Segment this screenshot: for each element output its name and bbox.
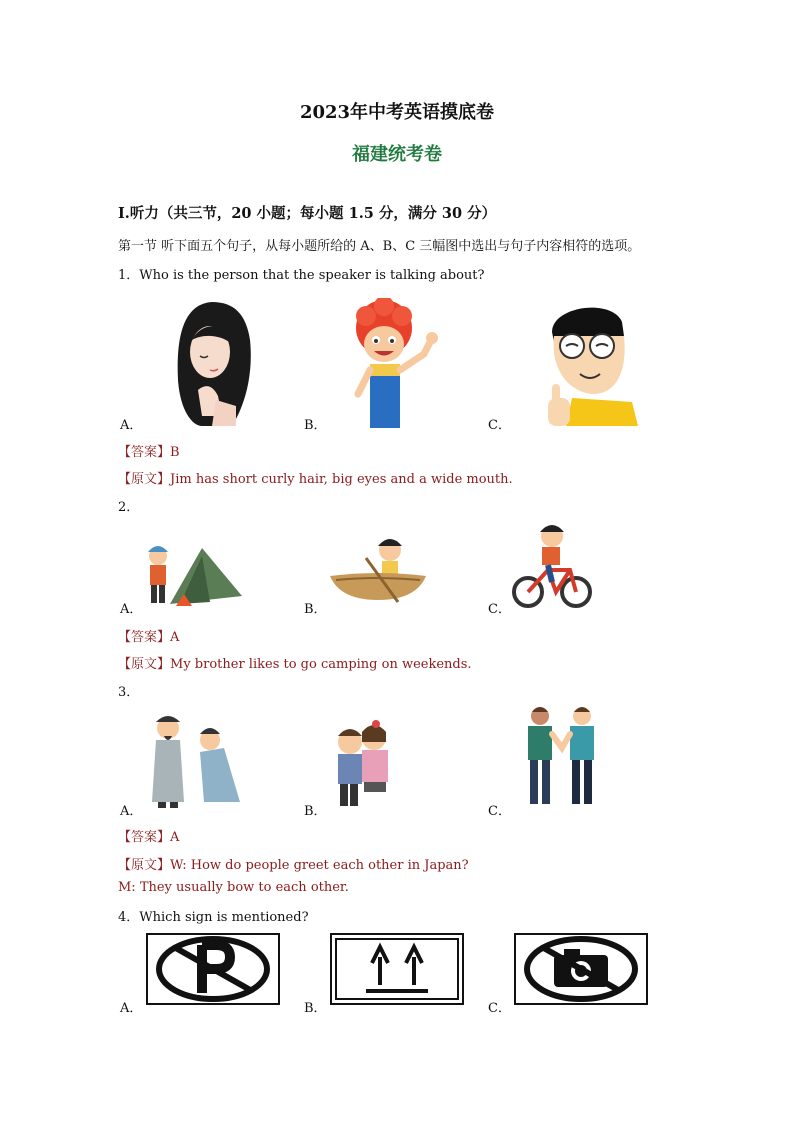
option-b-label: B． bbox=[304, 1001, 327, 1016]
answer-label: 【答案】 bbox=[118, 830, 171, 845]
script-label: 【原文】 bbox=[118, 858, 171, 873]
script-label: 【原文】 bbox=[118, 472, 171, 487]
question-4 bbox=[118, 906, 309, 925]
question-text: Who is the person that the speaker is talking about? bbox=[139, 268, 485, 283]
option-a-label: A． bbox=[120, 804, 143, 819]
answer-label: 【答案】 bbox=[118, 445, 171, 460]
boy-curly-hair-image bbox=[344, 298, 444, 428]
script-text: My brother likes to go camping on weekends. bbox=[170, 657, 472, 672]
camping-tent-image bbox=[140, 542, 244, 612]
question-number: 3． bbox=[118, 685, 140, 700]
option-a-label: A． bbox=[120, 602, 143, 617]
option-b-label: B． bbox=[304, 602, 327, 617]
answer-label: 【答案】 bbox=[118, 630, 171, 645]
answer-value: B bbox=[170, 445, 180, 460]
question-number: 4． bbox=[118, 910, 140, 925]
option-c-label: C． bbox=[488, 602, 511, 617]
script-label: 【原文】 bbox=[118, 657, 171, 672]
no-photography-sign bbox=[514, 933, 648, 1005]
option-c-label: C． bbox=[488, 1001, 511, 1016]
people-shaking-hands-image bbox=[520, 704, 604, 808]
option-c-label: C． bbox=[488, 418, 511, 433]
option-c-label: C． bbox=[488, 804, 511, 819]
no-parking-sign bbox=[146, 933, 280, 1005]
question-3 bbox=[118, 681, 139, 700]
page-subtitle: 福建统考卷 bbox=[352, 144, 442, 165]
option-a-label: A． bbox=[120, 1001, 143, 1016]
boy-on-bicycle-image bbox=[512, 520, 594, 612]
girl-long-hair-image bbox=[172, 300, 256, 428]
script-text: Jim has short curly hair, big eyes and a wide mouth. bbox=[170, 472, 513, 487]
boy-in-boat-image bbox=[326, 536, 430, 606]
script-line-2: M: They usually bow to each other. bbox=[118, 880, 349, 895]
answer-line bbox=[118, 626, 179, 645]
man-glasses-thumbs-up-image bbox=[542, 302, 642, 426]
script-line bbox=[118, 653, 472, 672]
script-text: W: How do people greet each other in Japan? bbox=[170, 858, 469, 873]
script-line bbox=[118, 468, 513, 487]
option-b-label: B． bbox=[304, 418, 327, 433]
question-number: 2． bbox=[118, 500, 140, 515]
option-a-label: A． bbox=[120, 418, 143, 433]
section-instruction: 第一节 听下面五个句子，从每小题所给的 A、B、C 三幅图中选出与句子内容相符的选项。 bbox=[118, 239, 641, 254]
answer-line bbox=[118, 441, 180, 460]
option-b-label: B． bbox=[304, 804, 327, 819]
people-bowing-image bbox=[144, 712, 248, 810]
script-line bbox=[118, 854, 469, 873]
question-2 bbox=[118, 496, 139, 515]
section-heading: I.听力（共三节，20 小题；每小题 1.5 分，满分 30 分） bbox=[118, 205, 497, 222]
people-hugging-image bbox=[332, 716, 402, 810]
answer-line bbox=[118, 826, 179, 845]
page-title: 2023年中考英语摸底卷 bbox=[299, 102, 495, 123]
answer-value: A bbox=[170, 830, 180, 845]
answer-value: A bbox=[170, 630, 180, 645]
this-way-up-sign bbox=[330, 933, 464, 1005]
question-number: 1． bbox=[118, 268, 140, 283]
question-text: Which sign is mentioned? bbox=[139, 910, 309, 925]
question-1 bbox=[118, 264, 485, 283]
